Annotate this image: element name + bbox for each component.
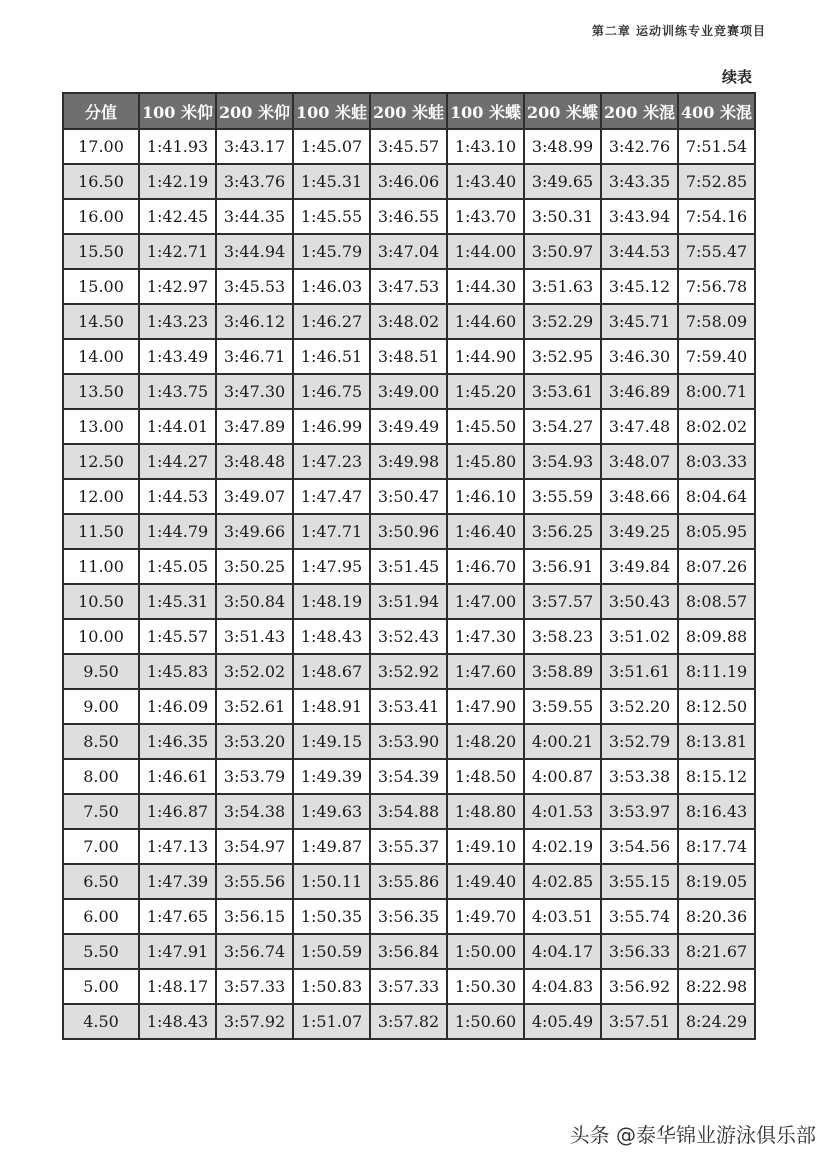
time-cell: 1:49.39 <box>293 759 370 794</box>
time-cell: 4:04.83 <box>524 969 601 1004</box>
column-header-event: 200 米混 <box>601 93 678 129</box>
score-cell: 5.50 <box>63 934 139 969</box>
column-header-event: 100 米蝶 <box>447 93 524 129</box>
table-row <box>63 794 755 829</box>
time-cell: 3:57.82 <box>370 1004 447 1039</box>
running-header: 第二章 运动训练专业竞赛项目 <box>591 24 766 38</box>
time-cell: 1:46.70 <box>447 549 524 584</box>
time-cell: 4:04.17 <box>524 934 601 969</box>
time-cell: 7:51.54 <box>678 129 755 164</box>
time-cell: 3:59.55 <box>524 689 601 724</box>
time-cell: 3:44.35 <box>216 199 293 234</box>
time-cell: 3:52.29 <box>524 304 601 339</box>
time-cell: 7:52.85 <box>678 164 755 199</box>
time-cell: 3:46.55 <box>370 199 447 234</box>
score-cell: 16.00 <box>63 199 139 234</box>
time-cell: 3:50.31 <box>524 199 601 234</box>
time-cell: 3:54.27 <box>524 409 601 444</box>
time-cell: 7:59.40 <box>678 339 755 374</box>
time-cell: 3:56.91 <box>524 549 601 584</box>
time-cell: 3:58.89 <box>524 654 601 689</box>
score-cell: 9.50 <box>63 654 139 689</box>
time-cell: 1:47.95 <box>293 549 370 584</box>
score-cell: 12.50 <box>63 444 139 479</box>
time-cell: 3:57.57 <box>524 584 601 619</box>
time-cell: 7:55.47 <box>678 234 755 269</box>
time-cell: 8:16.43 <box>678 794 755 829</box>
time-cell: 3:47.48 <box>601 409 678 444</box>
time-cell: 3:51.61 <box>601 654 678 689</box>
score-cell: 15.00 <box>63 269 139 304</box>
time-cell: 3:56.25 <box>524 514 601 549</box>
time-cell: 3:43.76 <box>216 164 293 199</box>
time-cell: 3:44.94 <box>216 234 293 269</box>
time-cell: 3:45.71 <box>601 304 678 339</box>
time-cell: 8:09.88 <box>678 619 755 654</box>
time-cell: 3:56.35 <box>370 899 447 934</box>
time-cell: 1:48.19 <box>293 584 370 619</box>
time-cell: 1:48.67 <box>293 654 370 689</box>
time-cell: 1:43.23 <box>139 304 216 339</box>
time-cell: 3:48.66 <box>601 479 678 514</box>
time-cell: 3:52.02 <box>216 654 293 689</box>
time-cell: 8:22.98 <box>678 969 755 1004</box>
time-cell: 1:47.23 <box>293 444 370 479</box>
time-cell: 1:44.01 <box>139 409 216 444</box>
time-cell: 3:52.61 <box>216 689 293 724</box>
time-cell: 3:50.43 <box>601 584 678 619</box>
score-cell: 13.50 <box>63 374 139 409</box>
time-cell: 1:46.09 <box>139 689 216 724</box>
score-cell: 13.00 <box>63 409 139 444</box>
time-cell: 8:19.05 <box>678 864 755 899</box>
time-cell: 3:55.86 <box>370 864 447 899</box>
time-cell: 1:45.80 <box>447 444 524 479</box>
time-cell: 3:51.63 <box>524 269 601 304</box>
time-cell: 3:57.51 <box>601 1004 678 1039</box>
time-cell: 1:48.20 <box>447 724 524 759</box>
time-cell: 3:45.12 <box>601 269 678 304</box>
time-cell: 1:42.71 <box>139 234 216 269</box>
time-cell: 1:49.70 <box>447 899 524 934</box>
time-cell: 1:43.75 <box>139 374 216 409</box>
time-cell: 3:56.84 <box>370 934 447 969</box>
score-cell: 16.50 <box>63 164 139 199</box>
time-cell: 4:02.85 <box>524 864 601 899</box>
time-cell: 1:48.91 <box>293 689 370 724</box>
time-cell: 3:54.39 <box>370 759 447 794</box>
time-cell: 3:55.37 <box>370 829 447 864</box>
time-cell: 1:50.30 <box>447 969 524 1004</box>
time-cell: 3:48.48 <box>216 444 293 479</box>
table-row <box>63 129 755 164</box>
time-cell: 3:53.97 <box>601 794 678 829</box>
time-cell: 3:44.53 <box>601 234 678 269</box>
time-cell: 1:46.99 <box>293 409 370 444</box>
score-cell: 14.50 <box>63 304 139 339</box>
score-cell: 15.50 <box>63 234 139 269</box>
time-cell: 3:46.89 <box>601 374 678 409</box>
score-cell: 7.50 <box>63 794 139 829</box>
time-cell: 1:45.57 <box>139 619 216 654</box>
time-cell: 3:46.30 <box>601 339 678 374</box>
column-header-event: 400 米混 <box>678 93 755 129</box>
column-header-event: 200 米蛙 <box>370 93 447 129</box>
watermark: 头条 @泰华锦业游泳俱乐部 <box>569 1123 816 1147</box>
time-cell: 3:51.94 <box>370 584 447 619</box>
table-row <box>63 374 755 409</box>
time-cell: 3:49.66 <box>216 514 293 549</box>
time-cell: 3:51.45 <box>370 549 447 584</box>
time-cell: 8:03.33 <box>678 444 755 479</box>
time-cell: 3:45.57 <box>370 129 447 164</box>
time-cell: 4:05.49 <box>524 1004 601 1039</box>
table-row <box>63 444 755 479</box>
score-cell: 6.00 <box>63 899 139 934</box>
table-body <box>63 129 755 1039</box>
time-cell: 1:47.30 <box>447 619 524 654</box>
time-cell: 3:57.33 <box>216 969 293 1004</box>
time-cell: 3:48.07 <box>601 444 678 479</box>
score-cell: 12.00 <box>63 479 139 514</box>
time-cell: 1:44.00 <box>447 234 524 269</box>
time-cell: 3:47.89 <box>216 409 293 444</box>
time-cell: 1:46.35 <box>139 724 216 759</box>
table-row <box>63 514 755 549</box>
time-cell: 1:43.10 <box>447 129 524 164</box>
time-cell: 3:55.56 <box>216 864 293 899</box>
time-cell: 1:44.27 <box>139 444 216 479</box>
time-cell: 3:48.51 <box>370 339 447 374</box>
table-row <box>63 899 755 934</box>
score-cell: 8.50 <box>63 724 139 759</box>
time-cell: 1:45.31 <box>293 164 370 199</box>
time-cell: 8:11.19 <box>678 654 755 689</box>
time-cell: 3:56.15 <box>216 899 293 934</box>
time-cell: 3:56.33 <box>601 934 678 969</box>
time-cell: 3:47.04 <box>370 234 447 269</box>
time-cell: 3:43.17 <box>216 129 293 164</box>
table-row <box>63 549 755 584</box>
time-cell: 3:53.41 <box>370 689 447 724</box>
time-cell: 8:13.81 <box>678 724 755 759</box>
table-row <box>63 479 755 514</box>
time-cell: 3:51.43 <box>216 619 293 654</box>
time-cell: 3:53.90 <box>370 724 447 759</box>
score-table <box>62 92 756 1040</box>
time-cell: 4:03.51 <box>524 899 601 934</box>
time-cell: 1:48.50 <box>447 759 524 794</box>
time-cell: 1:47.00 <box>447 584 524 619</box>
time-cell: 8:24.29 <box>678 1004 755 1039</box>
table-row <box>63 409 755 444</box>
time-cell: 3:49.84 <box>601 549 678 584</box>
score-cell: 4.50 <box>63 1004 139 1039</box>
time-cell: 1:47.60 <box>447 654 524 689</box>
time-cell: 1:46.03 <box>293 269 370 304</box>
time-cell: 1:48.80 <box>447 794 524 829</box>
time-cell: 3:49.49 <box>370 409 447 444</box>
time-cell: 7:58.09 <box>678 304 755 339</box>
table-row <box>63 864 755 899</box>
time-cell: 8:08.57 <box>678 584 755 619</box>
time-cell: 3:48.02 <box>370 304 447 339</box>
score-cell: 10.50 <box>63 584 139 619</box>
time-cell: 3:54.88 <box>370 794 447 829</box>
score-cell: 8.00 <box>63 759 139 794</box>
time-cell: 3:47.30 <box>216 374 293 409</box>
time-cell: 7:54.16 <box>678 199 755 234</box>
time-cell: 3:54.97 <box>216 829 293 864</box>
score-cell: 7.00 <box>63 829 139 864</box>
time-cell: 1:47.13 <box>139 829 216 864</box>
time-cell: 3:50.25 <box>216 549 293 584</box>
time-cell: 3:46.71 <box>216 339 293 374</box>
time-cell: 8:21.67 <box>678 934 755 969</box>
time-cell: 1:43.49 <box>139 339 216 374</box>
time-cell: 3:42.76 <box>601 129 678 164</box>
column-header-event: 200 米蝶 <box>524 93 601 129</box>
time-cell: 1:45.05 <box>139 549 216 584</box>
time-cell: 1:43.70 <box>447 199 524 234</box>
time-cell: 1:50.59 <box>293 934 370 969</box>
table-row <box>63 234 755 269</box>
time-cell: 3:49.65 <box>524 164 601 199</box>
time-cell: 1:50.00 <box>447 934 524 969</box>
time-cell: 8:02.02 <box>678 409 755 444</box>
time-cell: 1:47.39 <box>139 864 216 899</box>
time-cell: 3:46.06 <box>370 164 447 199</box>
column-header-event: 100 米仰 <box>139 93 216 129</box>
table-row <box>63 199 755 234</box>
time-cell: 8:04.64 <box>678 479 755 514</box>
time-cell: 1:47.65 <box>139 899 216 934</box>
time-cell: 3:50.84 <box>216 584 293 619</box>
time-cell: 1:49.40 <box>447 864 524 899</box>
table-row <box>63 829 755 864</box>
time-cell: 1:45.07 <box>293 129 370 164</box>
time-cell: 8:15.12 <box>678 759 755 794</box>
time-cell: 1:46.40 <box>447 514 524 549</box>
time-cell: 4:00.21 <box>524 724 601 759</box>
time-cell: 3:50.97 <box>524 234 601 269</box>
time-cell: 1:47.90 <box>447 689 524 724</box>
time-cell: 1:44.53 <box>139 479 216 514</box>
time-cell: 1:49.15 <box>293 724 370 759</box>
score-cell: 11.50 <box>63 514 139 549</box>
time-cell: 3:56.92 <box>601 969 678 1004</box>
table-row <box>63 934 755 969</box>
time-cell: 3:54.38 <box>216 794 293 829</box>
time-cell: 1:46.10 <box>447 479 524 514</box>
time-cell: 1:45.55 <box>293 199 370 234</box>
time-cell: 8:12.50 <box>678 689 755 724</box>
table-row <box>63 689 755 724</box>
time-cell: 3:49.00 <box>370 374 447 409</box>
time-cell: 1:45.79 <box>293 234 370 269</box>
score-cell: 17.00 <box>63 129 139 164</box>
score-cell: 14.00 <box>63 339 139 374</box>
header-row <box>63 93 755 129</box>
time-cell: 1:45.20 <box>447 374 524 409</box>
time-cell: 3:52.43 <box>370 619 447 654</box>
time-cell: 3:50.96 <box>370 514 447 549</box>
time-cell: 1:50.35 <box>293 899 370 934</box>
table-row <box>63 759 755 794</box>
column-header-event: 200 米仰 <box>216 93 293 129</box>
table-row <box>63 969 755 1004</box>
time-cell: 3:49.98 <box>370 444 447 479</box>
time-cell: 8:20.36 <box>678 899 755 934</box>
time-cell: 3:52.95 <box>524 339 601 374</box>
time-cell: 1:45.83 <box>139 654 216 689</box>
time-cell: 3:50.47 <box>370 479 447 514</box>
time-cell: 3:52.20 <box>601 689 678 724</box>
time-cell: 3:52.92 <box>370 654 447 689</box>
time-cell: 1:49.63 <box>293 794 370 829</box>
time-cell: 3:56.74 <box>216 934 293 969</box>
time-cell: 1:46.27 <box>293 304 370 339</box>
table-row <box>63 269 755 304</box>
time-cell: 1:45.50 <box>447 409 524 444</box>
time-cell: 3:49.25 <box>601 514 678 549</box>
table-row <box>63 619 755 654</box>
time-cell: 1:42.19 <box>139 164 216 199</box>
score-cell: 10.00 <box>63 619 139 654</box>
time-cell: 3:47.53 <box>370 269 447 304</box>
time-cell: 1:45.31 <box>139 584 216 619</box>
time-cell: 1:46.51 <box>293 339 370 374</box>
time-cell: 7:56.78 <box>678 269 755 304</box>
table-row <box>63 304 755 339</box>
time-cell: 1:50.83 <box>293 969 370 1004</box>
time-cell: 8:17.74 <box>678 829 755 864</box>
time-cell: 1:41.93 <box>139 129 216 164</box>
time-cell: 1:46.75 <box>293 374 370 409</box>
table-row <box>63 584 755 619</box>
time-cell: 1:51.07 <box>293 1004 370 1039</box>
time-cell: 8:00.71 <box>678 374 755 409</box>
time-cell: 3:43.35 <box>601 164 678 199</box>
time-cell: 1:43.40 <box>447 164 524 199</box>
table-row <box>63 654 755 689</box>
score-cell: 11.00 <box>63 549 139 584</box>
time-cell: 3:58.23 <box>524 619 601 654</box>
time-cell: 1:49.87 <box>293 829 370 864</box>
time-cell: 1:42.97 <box>139 269 216 304</box>
time-cell: 1:47.71 <box>293 514 370 549</box>
time-cell: 1:42.45 <box>139 199 216 234</box>
time-cell: 3:46.12 <box>216 304 293 339</box>
time-cell: 1:48.43 <box>293 619 370 654</box>
time-cell: 3:55.74 <box>601 899 678 934</box>
time-cell: 1:49.10 <box>447 829 524 864</box>
time-cell: 1:46.87 <box>139 794 216 829</box>
time-cell: 8:05.95 <box>678 514 755 549</box>
time-cell: 3:51.02 <box>601 619 678 654</box>
time-cell: 3:53.79 <box>216 759 293 794</box>
time-cell: 1:48.17 <box>139 969 216 1004</box>
time-cell: 1:44.79 <box>139 514 216 549</box>
time-cell: 3:48.99 <box>524 129 601 164</box>
column-header-event: 100 米蛙 <box>293 93 370 129</box>
time-cell: 1:47.91 <box>139 934 216 969</box>
time-cell: 3:49.07 <box>216 479 293 514</box>
time-cell: 4:02.19 <box>524 829 601 864</box>
time-cell: 3:43.94 <box>601 199 678 234</box>
score-cell: 9.00 <box>63 689 139 724</box>
column-header-score: 分值 <box>63 93 139 129</box>
time-cell: 8:07.26 <box>678 549 755 584</box>
time-cell: 3:52.79 <box>601 724 678 759</box>
table-row <box>63 164 755 199</box>
time-cell: 1:44.60 <box>447 304 524 339</box>
continued-label: 续表 <box>721 68 752 86</box>
score-cell: 5.00 <box>63 969 139 1004</box>
table-header <box>63 93 755 129</box>
time-cell: 3:53.61 <box>524 374 601 409</box>
time-cell: 3:54.56 <box>601 829 678 864</box>
table-row <box>63 1004 755 1039</box>
time-cell: 3:53.38 <box>601 759 678 794</box>
table-row <box>63 339 755 374</box>
time-cell: 3:45.53 <box>216 269 293 304</box>
time-cell: 3:57.33 <box>370 969 447 1004</box>
time-cell: 1:48.43 <box>139 1004 216 1039</box>
score-cell: 6.50 <box>63 864 139 899</box>
time-cell: 3:55.15 <box>601 864 678 899</box>
time-cell: 1:50.60 <box>447 1004 524 1039</box>
time-cell: 1:44.90 <box>447 339 524 374</box>
time-cell: 3:55.59 <box>524 479 601 514</box>
time-cell: 3:53.20 <box>216 724 293 759</box>
time-cell: 1:47.47 <box>293 479 370 514</box>
time-cell: 3:57.92 <box>216 1004 293 1039</box>
time-cell: 1:44.30 <box>447 269 524 304</box>
time-cell: 4:01.53 <box>524 794 601 829</box>
time-cell: 4:00.87 <box>524 759 601 794</box>
table-row <box>63 724 755 759</box>
time-cell: 1:50.11 <box>293 864 370 899</box>
time-cell: 1:46.61 <box>139 759 216 794</box>
time-cell: 3:54.93 <box>524 444 601 479</box>
